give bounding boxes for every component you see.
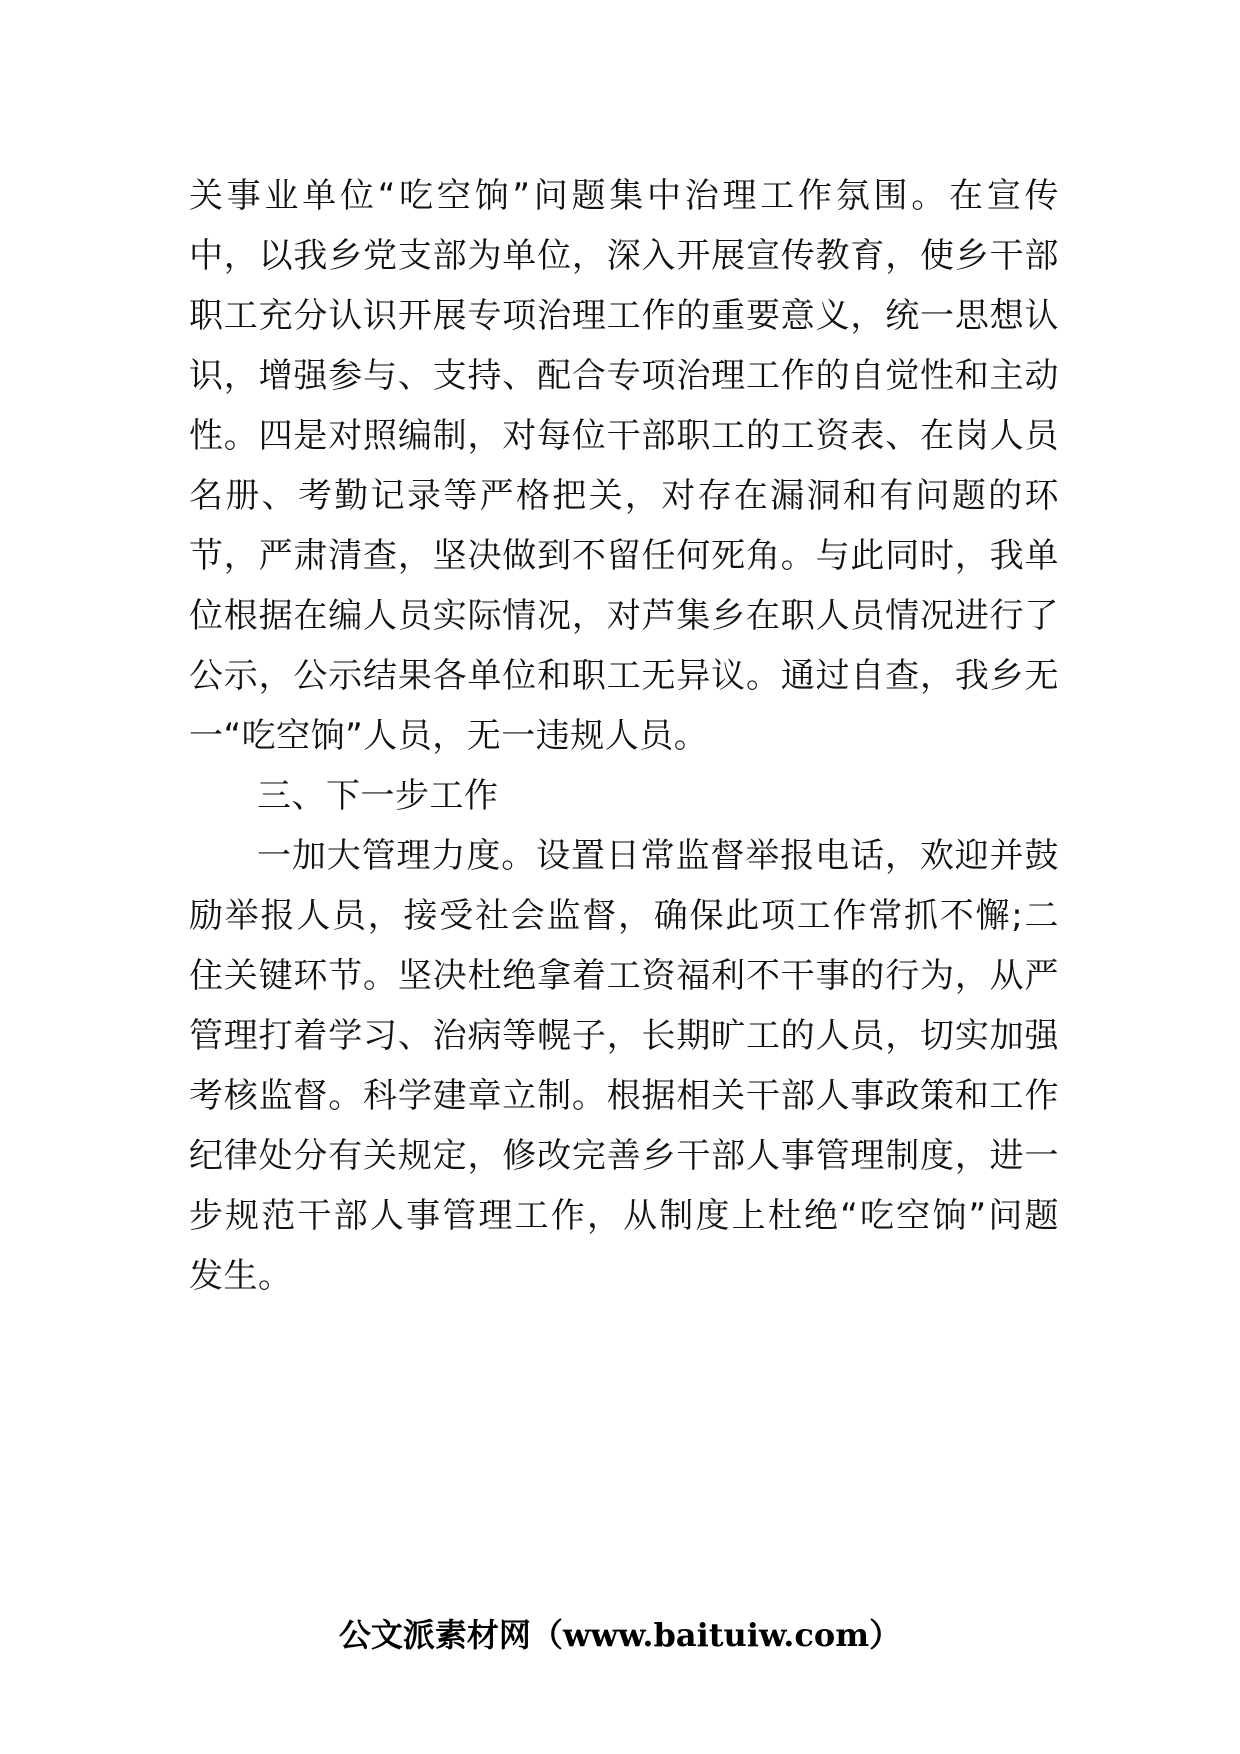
body-line: 一“吃空饷”人员，无一违规人员。 xyxy=(189,716,709,756)
body-line: 考核监督。科学建章立制。根据相关干部人事政策和工作 xyxy=(189,1076,1059,1116)
body-line: 一加大管理力度。设置日常监督举报电话，欢迎并鼓 xyxy=(257,836,1059,876)
body-line: 中，以我乡党支部为单位，深入开展宣传教育，使乡干部 xyxy=(189,236,1059,276)
body-line: 发生。 xyxy=(189,1256,293,1296)
body-line: 关事业单位“吃空饷”问题集中治理工作氛围。在宣传 xyxy=(189,176,1059,216)
section-heading: 三、下一步工作 xyxy=(257,776,499,816)
body-line: 识，增强参与、支持、配合专项治理工作的自觉性和主动 xyxy=(189,356,1059,396)
body-line: 性。四是对照编制，对每位干部职工的工资表、在岗人员 xyxy=(189,416,1059,456)
body-line: 节，严肃清查，坚决做到不留任何死角。与此同时，我单 xyxy=(189,536,1059,576)
body-line: 住关键环节。坚决杜绝拿着工资福利不干事的行为，从严 xyxy=(189,956,1059,996)
body-line: 步规范干部人事管理工作，从制度上杜绝“吃空饷”问题 xyxy=(189,1196,1059,1236)
body-line: 名册、考勤记录等严格把关，对存在漏洞和有问题的环 xyxy=(189,476,1059,516)
body-line: 励举报人员，接受社会监督，确保此项工作常抓不懈;二 xyxy=(189,896,1059,936)
body-line: 位根据在编人员实际情况，对芦集乡在职人员情况进行了 xyxy=(189,596,1059,636)
body-line: 公示，公示结果各单位和职工无异议。通过自查，我乡无 xyxy=(189,656,1059,696)
footer-watermark: 公文派素材网（www.baituiw.com） xyxy=(338,1616,902,1654)
body-line: 管理打着学习、治病等幌子，长期旷工的人员，切实加强 xyxy=(189,1016,1059,1056)
body-line: 职工充分认识开展专项治理工作的重要意义，统一思想认 xyxy=(189,296,1059,336)
body-line: 纪律处分有关规定，修改完善乡干部人事管理制度，进一 xyxy=(189,1136,1059,1176)
document-body xyxy=(189,166,1059,1306)
